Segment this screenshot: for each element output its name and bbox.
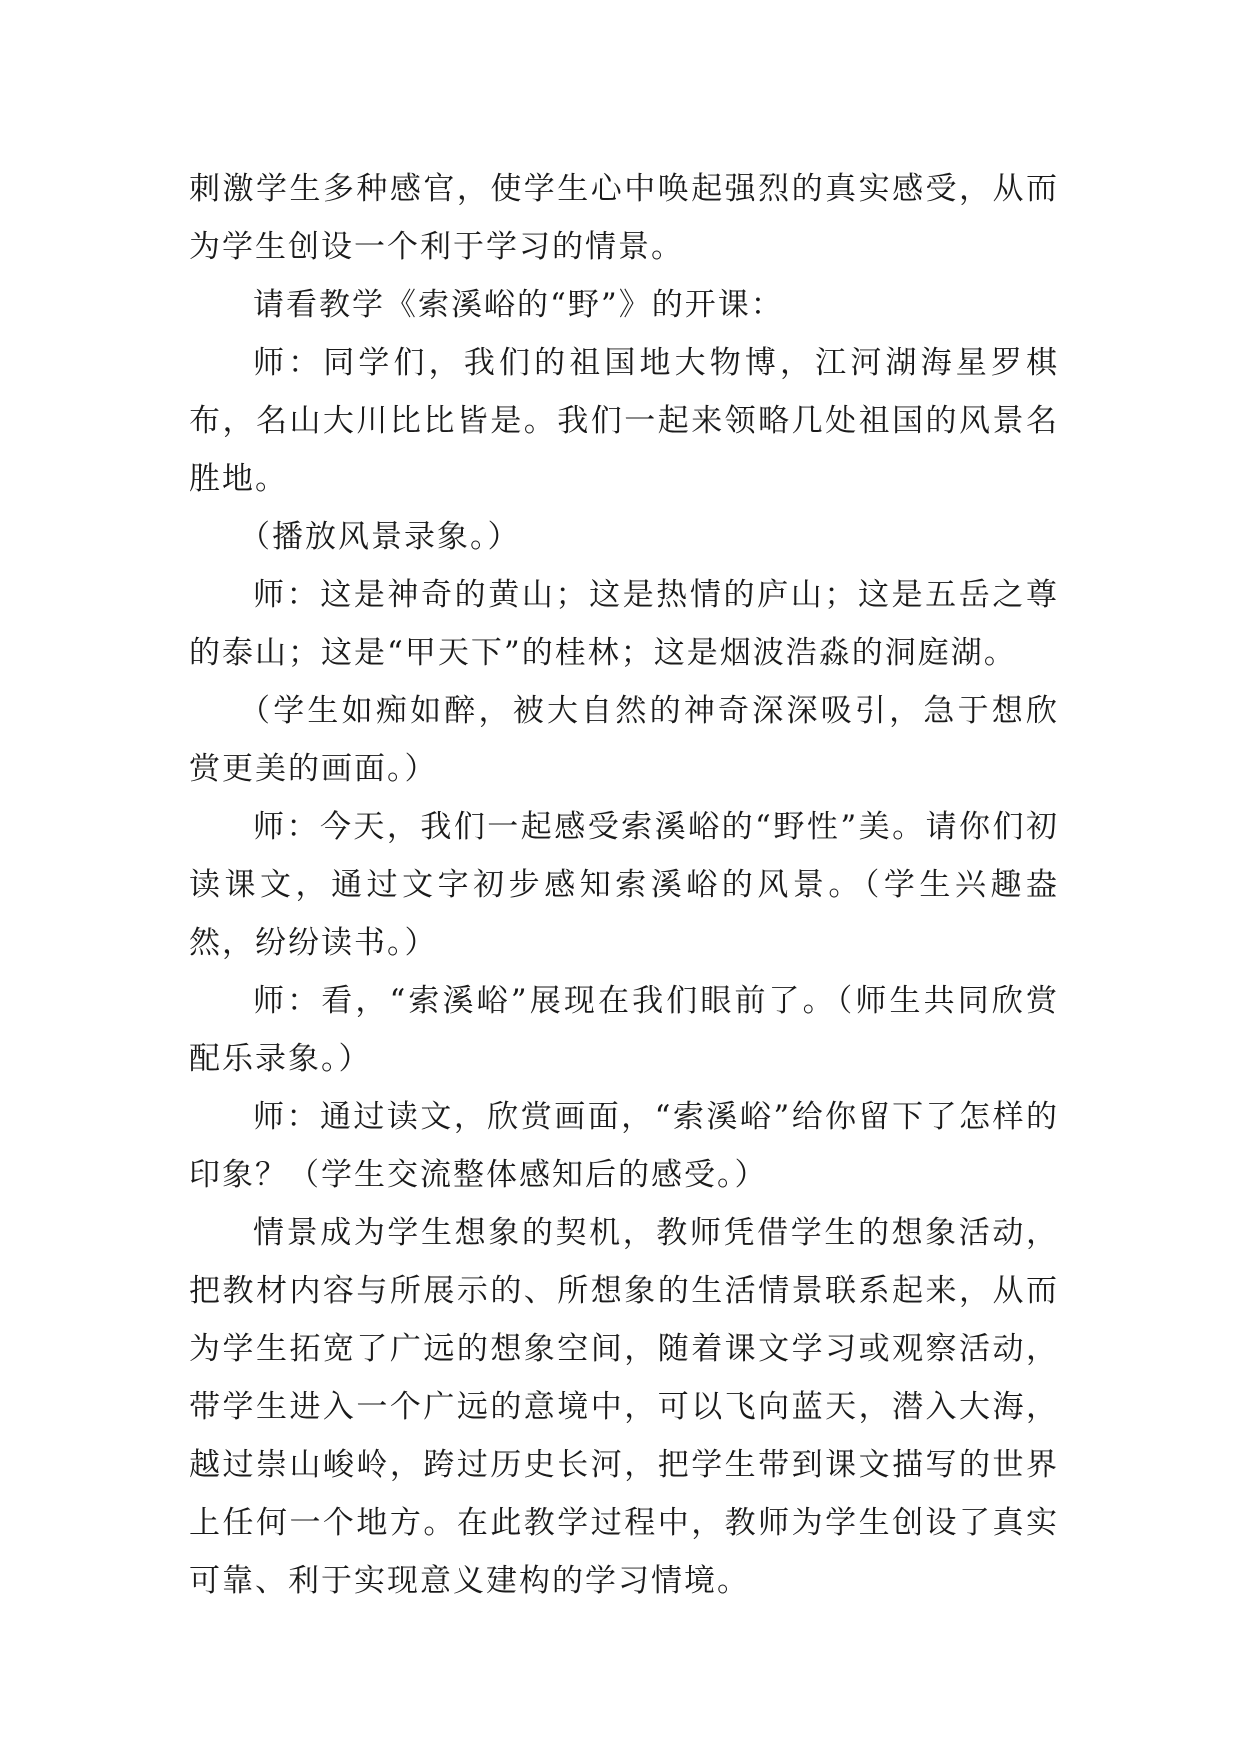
paragraph-teacher-line-2: 师：这是神奇的黄山；这是热情的庐山；这是五岳之尊的泰山；这是“甲天下”的桂林；这是烟波浩淼的洞庭湖。 bbox=[189, 577, 1059, 671]
paragraph-teacher-line-1: 师：同学们，我们的祖国地大物博，江河湖海星罗棋布，名山大川比比皆是。我们一起来领略几处祖国的风景名胜地。 bbox=[189, 345, 1059, 497]
paragraph-lesson-intro: 请看教学《索溪峪的“野”》的开课： bbox=[253, 287, 784, 323]
paragraph-stage-note-1: （播放风景录象。） bbox=[239, 519, 521, 555]
document-body bbox=[189, 160, 1059, 1610]
paragraph-teacher-line-4: 师：看，“索溪峪”展现在我们眼前了。（师生共同欣赏配乐录象。） bbox=[189, 983, 1059, 1077]
paragraph-intro-continuation: 刺激学生多种感官，使学生心中唤起强烈的真实感受，从而为学生创设一个利于学习的情景。 bbox=[189, 171, 1059, 265]
paragraph-teacher-line-3: 师：今天，我们一起感受索溪峪的“野性”美。请你们初读课文，通过文字初步感知索溪峪的风景。（学生兴趣盎然，纷纷读书。） bbox=[189, 809, 1059, 961]
paragraph-analysis: 情景成为学生想象的契机，教师凭借学生的想象活动，把教材内容与所展示的、所想象的生活情景联系起来，从而为学生拓宽了广远的想象空间，随着课文学习或观察活动，带学生进入一个广远的意境中，可以飞向蓝天，潜入大海，越过崇山峻岭，跨过历史长河，把学生带到课文描写的世界上任何一个地方。在此教学过程中，教师为学生创设了真实可靠、利于实现意义建构的学习情境。 bbox=[189, 1215, 1059, 1599]
paragraph-teacher-line-5: 师：通过读文，欣赏画面，“索溪峪”给你留下了怎样的印象？（学生交流整体感知后的感受。） bbox=[189, 1099, 1059, 1193]
paragraph-stage-note-2: （学生如痴如醉，被大自然的神奇深深吸引，急于想欣赏更美的画面。） bbox=[189, 693, 1059, 787]
